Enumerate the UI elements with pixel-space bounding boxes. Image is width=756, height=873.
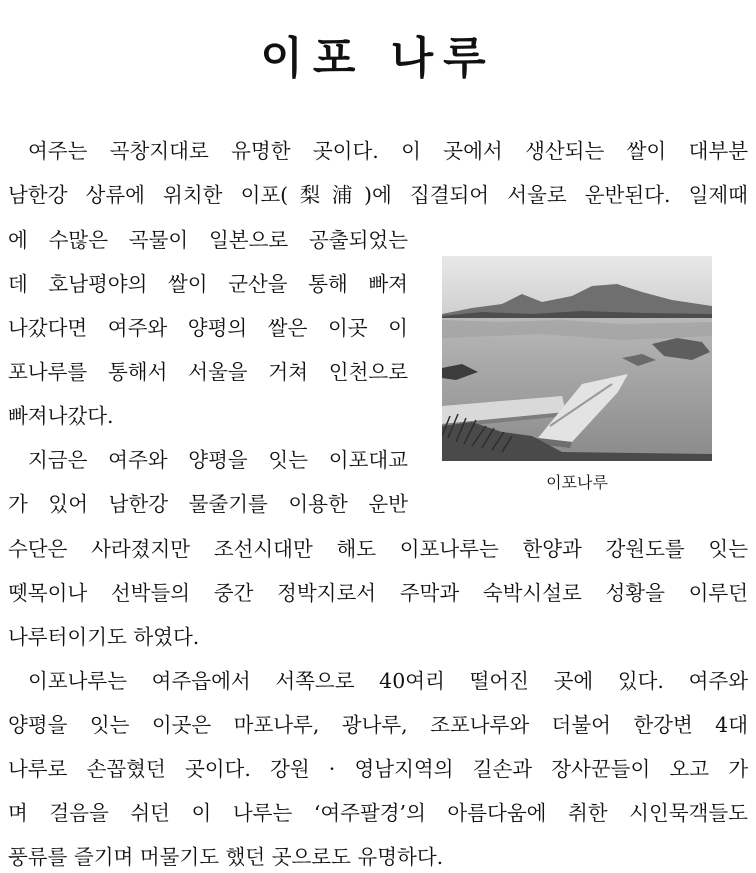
text-line-16: 며 걸음을 쉬던 이 나루는 ‘여주팔경’의 아름다움에 취한 시인묵객들도 xyxy=(8,801,748,825)
text-line-13: 이포나루는 여주읍에서 서쪽으로 40여리 떨어진 곳에 있다. 여주와 xyxy=(28,669,748,693)
text-line-12: 나루터이기도 하였다. xyxy=(8,625,200,649)
figure-caption: 이포나루 xyxy=(546,473,608,492)
text-line-17: 풍류를 즐기며 머물기도 했던 곳으로도 유명하다. xyxy=(8,845,444,869)
text-line-5: 나갔다면 여주와 양평의 쌀은 이곳 이 xyxy=(8,316,408,340)
text-line-3: 에 수많은 곡물이 일본으로 공출되었는 xyxy=(8,228,408,252)
text-line-4: 데 호남평야의 쌀이 군산을 통해 빠져 xyxy=(8,272,408,296)
text-line-8: 지금은 여주와 양평을 잇는 이포대교 xyxy=(28,448,408,472)
text-line-6: 포나루를 통해서 서울을 거쳐 인천으로 xyxy=(8,360,408,384)
text-line-15: 나루로 손꼽혔던 곳이다. 강원 · 영남지역의 길손과 장사꾼들이 오고 가 xyxy=(8,757,748,781)
text-line-11: 뗏목이나 선박들의 중간 정박지로서 주막과 숙박시설로 성황을 이루던 xyxy=(8,581,748,605)
text-line-10: 수단은 사라졌지만 조선시대만 해도 이포나루는 한양과 강원도를 잇는 xyxy=(8,537,748,561)
text-line-2: 남한강 상류에 위치한 이포(梨浦)에 집결되어 서울로 운반된다. 일제때 xyxy=(8,183,748,207)
text-line-14: 양평을 잇는 이곳은 마포나루, 광나루, 조포나루와 더불어 한강변 4대 xyxy=(8,713,748,737)
text-line-7: 빠져나갔다. xyxy=(8,404,114,428)
page-title: 이포 나루 xyxy=(260,33,496,84)
text-line-1: 여주는 곡창지대로 유명한 곳이다. 이 곳에서 생산되는 쌀이 대부분 xyxy=(28,139,748,163)
river-ferry-photo xyxy=(442,256,712,461)
text-line-9: 가 있어 남한강 물줄기를 이용한 운반 xyxy=(8,492,408,516)
